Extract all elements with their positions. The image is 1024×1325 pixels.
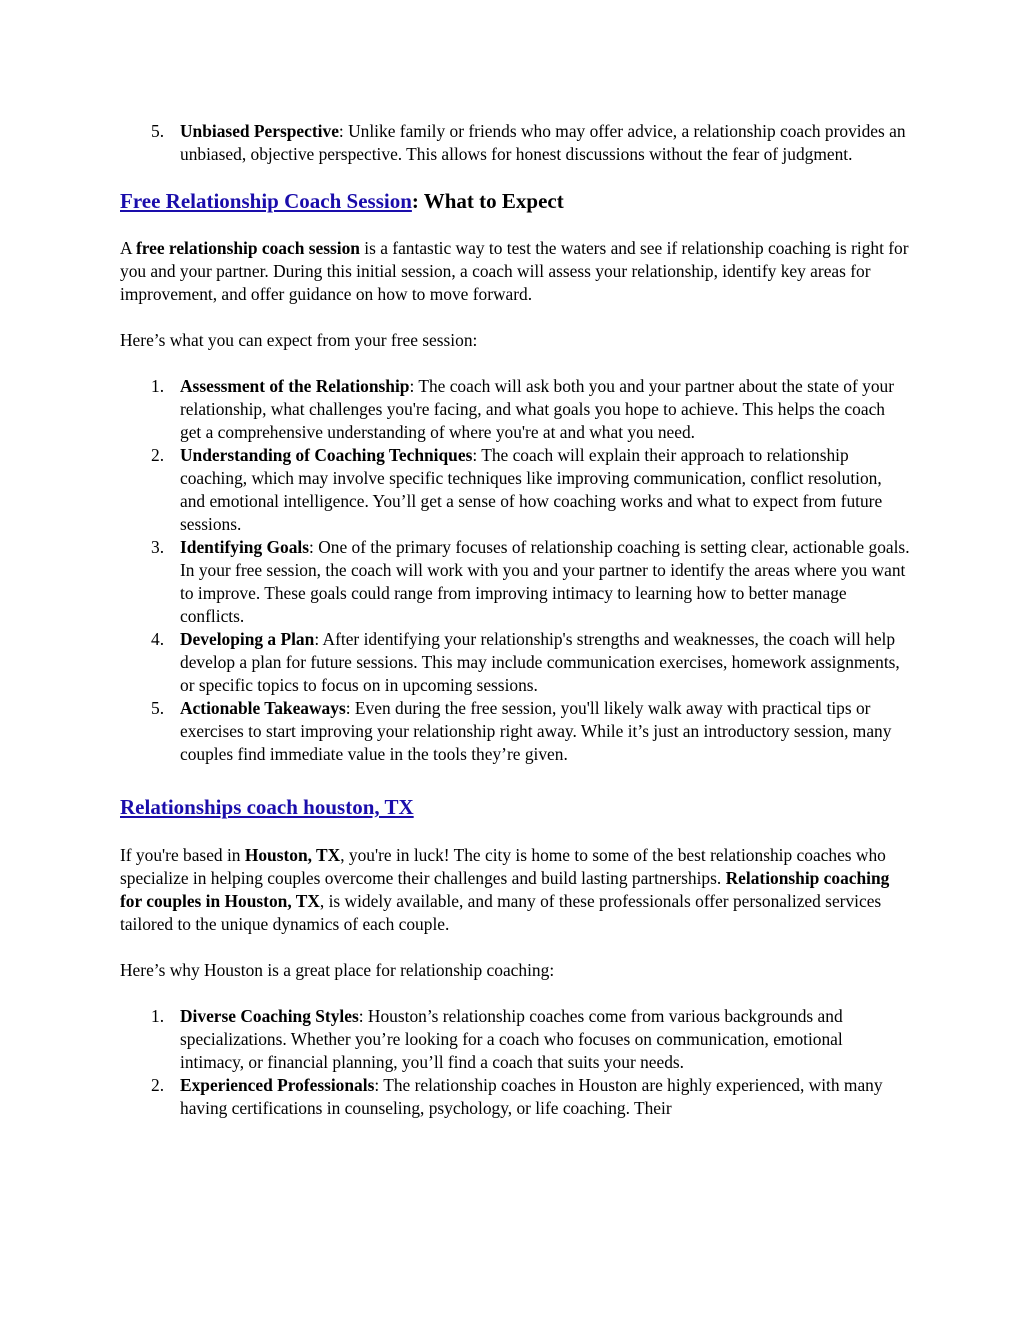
list-item-title: Experienced Professionals: [180, 1075, 375, 1095]
page-content: [120, 120, 910, 1120]
list-item-text: : After identifying your relationship's strengths and weaknesses, the coach will help develop a plan for future sessions. This may include communication exercises, homework assignments, or specific topics to focus on in upcoming sessions.: [180, 629, 900, 695]
text-span: , is widely available, and many of these professionals offer personalized services tailored to the unique dynamics of each couple.: [120, 891, 882, 934]
list-item-text: : Unlike family or friends who may offer advice, a relationship coach provides an unbiased, objective perspective. This allows for honest discussions without the fear of judgment.: [180, 121, 906, 164]
list-item-title: Unbiased Perspective: [180, 121, 339, 141]
list-item-text: : The coach will ask both you and your partner about the state of your relationship, what challenges you're facing, and what goals you hope to achieve. This helps the coach get a comprehensive understanding of where you're at and what you need.: [180, 376, 895, 442]
houston-list: [120, 1005, 910, 1120]
list-item: [120, 375, 910, 444]
text-span: If you're based in: [120, 845, 245, 865]
paragraph: [120, 844, 910, 936]
list-item-text: : Houston’s relationship coaches come from various backgrounds and specializations. Whether you’re looking for a coach who focuses on communication, emotional intimacy, or financial planning, you’ll find a coach that suits your needs.: [180, 1006, 843, 1072]
bold-text: free relationship coach session: [135, 238, 360, 258]
list-number: 1.: [151, 1006, 165, 1026]
free-session-link[interactable]: Free Relationship Coach Session: [120, 189, 412, 213]
list-item-title: Identifying Goals: [180, 537, 310, 557]
bold-text: Relationship coaching for couples in Houston, TX: [120, 868, 890, 911]
list-item-title: Assessment of the Relationship: [180, 376, 410, 396]
list-number: 5.: [151, 698, 165, 718]
list-item-title: Understanding of Coaching Techniques: [180, 445, 473, 465]
section-heading-free-session: [120, 188, 910, 214]
list-number: 2.: [151, 445, 165, 465]
list-item-title: Actionable Takeaways: [180, 698, 346, 718]
list-number: 2.: [151, 1075, 165, 1095]
list-item-text: : One of the primary focuses of relationship coaching is setting clear, actionable goals. In your free session, the coach will work with you and your partner to identify the areas where you want to improve. These goals could range from improving intimacy to learning how to better manage conflicts.: [180, 537, 910, 626]
list-item: [120, 444, 910, 536]
list-number: 3.: [151, 537, 165, 557]
heading-rest: : What to Expect: [411, 189, 564, 213]
list-number: 1.: [151, 376, 165, 396]
text-span: , you're in luck! The city is home to some of the best relationship coaches who specialize in helping couples overcome their challenges and build lasting partnerships.: [120, 845, 886, 888]
list-item-text: : Even during the free session, you'll likely walk away with practical tips or exercises to start improving your relationship right away. While it’s just an introductory session, many couples find immediate value in the tools they’re given.: [180, 698, 892, 764]
list-item-text: : The coach will explain their approach to relationship coaching, which may involve specific techniques like improving communication, conflict resolution, and emotional intelligence. You’ll get a sense of how coaching works and what to expect from future sessions.: [180, 445, 883, 534]
list-item-text: : The relationship coaches in Houston are highly experienced, with many having certifications in counseling, psychology, or life coaching. Their: [180, 1075, 883, 1118]
list-item-title: Diverse Coaching Styles: [180, 1006, 359, 1026]
list-item: [120, 697, 910, 766]
list-item: [120, 120, 910, 166]
houston-coach-link[interactable]: Relationships coach houston, TX: [120, 795, 414, 819]
paragraph: Here’s why Houston is a great place for relationship coaching:: [120, 960, 555, 980]
free-session-list: [120, 375, 910, 766]
list-item: [120, 1074, 910, 1120]
bold-text: Houston, TX: [244, 845, 341, 865]
intro-numbered-list: [120, 120, 910, 166]
text-span: is a fantastic way to test the waters and see if relationship coaching is right for you and your partner. During this initial session, a coach will assess your relationship, identify key areas for improvement, and offer guidance on how to move forward.: [120, 238, 909, 304]
paragraph: [120, 237, 910, 306]
list-item-title: Developing a Plan: [180, 629, 315, 649]
list-item: [120, 536, 910, 628]
list-item: [120, 1005, 910, 1074]
section-heading-houston: [120, 794, 910, 820]
paragraph: Here’s what you can expect from your free session:: [120, 330, 478, 350]
list-number: 5.: [151, 121, 165, 141]
text-span: A: [120, 238, 136, 258]
list-number: 4.: [151, 629, 165, 649]
list-item: [120, 628, 910, 697]
